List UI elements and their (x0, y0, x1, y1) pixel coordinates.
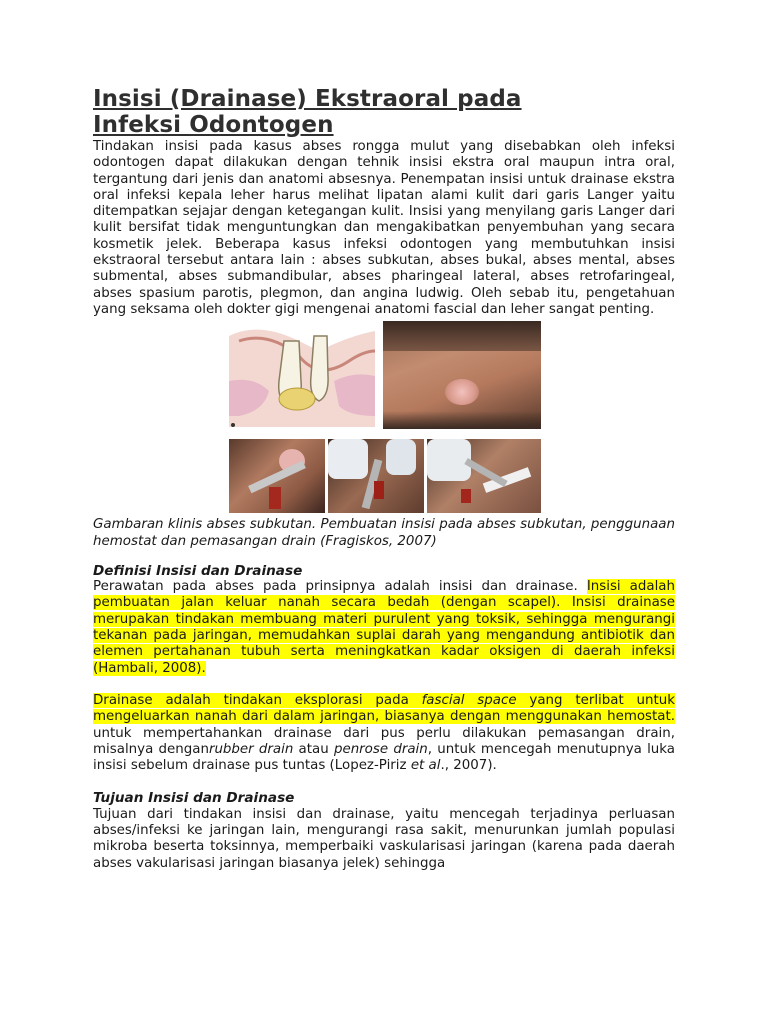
drainase-italic-etal: et al (410, 758, 441, 774)
definisi-paragraph (93, 579, 675, 677)
definisi-plain-text: Perawatan pada abses pada prinsipnya adalah insisi dan drainase. (93, 579, 587, 595)
intro-paragraph: Tindakan insisi pada kasus abses rongga mulut yang disebabkan oleh infeksi odontogen dapat dilakukan dengan tehnik insisi ekstra oral maupun intra oral, tergantung dari jenis dan anatomi absesnya. Penempatan insisi untuk drainase ekstra oral infeksi kepala leher harus melihat lipatan alami kulit dari garis Langer yaitu ditempatkan sejajar dengan ketegangan kulit. Insisi yang menyilang garis Langer dari kulit bersifat tidak menguntungkan dan mengakibatkan penyembuhan yang secara kosmetik jelek. Beberapa kasus infeksi odontogen yang membutuhkan insisi ekstraoral tersebut antara lain : abses subkutan, abses bukal, abses mental, abses submental, abses submandibular, abses pharingeal lateral, abses retrofaringeal, abses spasium parotis, plegmon, dan angina ludwig. Oleh sebab itu, pengetahuan yang seksama oleh dokter gigi mengenai anatomi fascial dan leher sangat penting. (93, 139, 675, 317)
drainase-highlight-1: Drainase adalah tindakan eksplorasi pada (93, 692, 422, 708)
document-page (93, 86, 675, 872)
abscess-illustration (229, 321, 375, 427)
clinical-figure (93, 321, 675, 515)
tujuan-paragraph: Tujuan dari tindakan insisi dan drainase, yaitu mencegah terjadinya perluasan abses/infeksi ke jaringan lain, mengurangi rasa sakit, menurunkan jumlah populasi mikroba beserta toksinnya, memperbaiki vaskularisasi jaringan (karena pada daerah abses vakularisasi jaringan biasanya jelek) sehingga (93, 806, 675, 871)
drainase-plain-2: atau (293, 741, 334, 757)
drainase-highlight-italic: fascial space (421, 692, 517, 708)
drainase-highlight-2: yang terlibat untuk mengeluarkan nanah dari dalam jaringan, biasanya dengan menggunakan hemostat. (93, 692, 675, 725)
drain-placement-photo (427, 439, 541, 513)
patient-abscess-photo (383, 321, 541, 429)
drainase-plain-4: ., 2007). (440, 758, 497, 774)
spacer (93, 774, 675, 790)
drainase-plain-3: , untuk mencegah menutupnya luka insisi sebelum drainase pus tuntas (Lopez-Piriz (93, 741, 675, 774)
incision-photo-1 (229, 439, 325, 513)
drainase-paragraph (93, 693, 675, 774)
page-title (93, 86, 675, 138)
definisi-highlighted-text: Insisi adalah pembuatan jalan keluar nanah secara bedah (dengan scapel). Insisi drainase merupakan tindakan membuang materi purulent yang toksik, sehingga mengurangi tekanan pada jaringan, memudahkan suplai darah yang mengandung antibiotik dan elemen pertahanan tubuh serta meningkatkan kadar oksigen di daerah infeksi (Hambali, 2008). (93, 579, 675, 676)
incision-photo-2 (328, 439, 424, 513)
spacer (93, 550, 675, 563)
drainase-italic-penrose: penrose drain (333, 741, 428, 757)
figure-caption: Gambaran klinis abses subkutan. Pembuatan insisi pada abses subkutan, penggunaan hemostat dan pemasangan drain (Fragiskos, 2007) (93, 517, 675, 549)
drainase-plain-1: untuk mempertahankan drainase dari pus perlu dilakukan pemasangan drain, misalnya dengan (93, 725, 675, 757)
anatomy-drawing-icon (229, 321, 375, 427)
title-line-1: Insisi (Drainase) Ekstraoral pada (93, 86, 522, 112)
section-heading-tujuan: Tujuan Insisi dan Drainase (93, 790, 295, 807)
section-heading-definisi: Definisi Insisi dan Drainase (93, 562, 303, 579)
spacer (93, 677, 675, 693)
drainase-italic-rubber: rubber drain (208, 741, 294, 757)
title-line-2: Infeksi Odontogen (93, 112, 334, 138)
